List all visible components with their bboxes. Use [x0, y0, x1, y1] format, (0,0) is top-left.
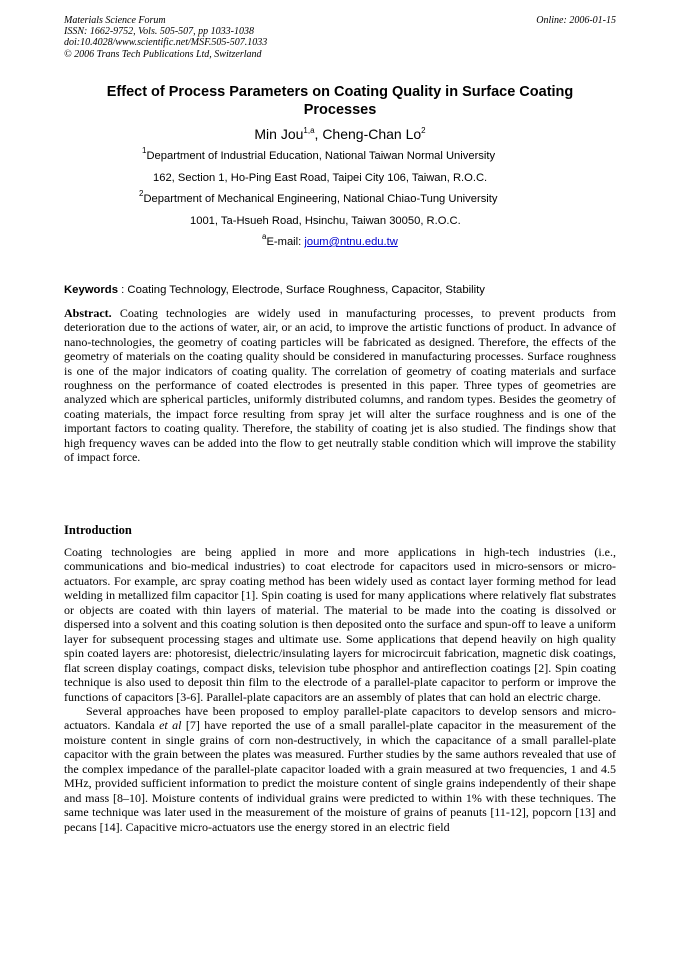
- affiliation-1-address: 162, Section 1, Ho-Ping East Road, Taipei City 106, Taiwan, R.O.C.: [153, 172, 488, 184]
- keywords-label: Keywords: [64, 284, 118, 296]
- author-separator: ,: [314, 126, 323, 142]
- email-link[interactable]: joum@ntnu.edu.tw: [304, 236, 398, 248]
- affiliation-2-department: Department of Mechanical Engineering, National Chiao-Tung University: [143, 193, 498, 205]
- email-superscript: a: [262, 232, 267, 241]
- introduction-heading: Introduction: [64, 523, 132, 537]
- introduction-body: [64, 545, 616, 834]
- contact-email-line: [262, 232, 398, 249]
- email-label: E-mail:: [266, 236, 305, 248]
- title-line-1: Effect of Process Parameters on Coating Quality in Surface Coating: [106, 84, 574, 100]
- keywords: [64, 283, 616, 297]
- affiliation-1-line-1: [142, 146, 496, 163]
- author-2-superscript: 2: [421, 126, 426, 135]
- paragraph-2-part-2: [7] have reported the use of a small parallel-plate capacitor in the measurement of the moisture content in single grains of corn non-destructively, in which the capacitance of a small parallel-plate capacitor with the grain between the plates was measured. Further studies by the same authors revealed that use of the complex impedance of the parallel-plate capacitor loaded with a grain measured at two frequencies, 1 and 4.5 MHz, provided sufficient information to predict the moisture content of single grains independently of their shape and mass [8–10]. Moisture contents of individual grains were predicted to within 1% with these techniques. The same technique was later used in the measurement of the moisture of grains of peanuts [11-12], popcorn [13] and pecans [14]. Capacitive micro-actuators use the energy stored in an electric field: [64, 718, 617, 834]
- abstract: [64, 306, 616, 464]
- affiliation-2-address: 1001, Ta-Hsueh Road, Hsinchu, Taiwan 30050, R.O.C.: [190, 215, 461, 227]
- abstract-label: Abstract.: [64, 306, 112, 320]
- journal-name: Materials Science Forum: [64, 15, 166, 26]
- author-list: [64, 125, 616, 143]
- affiliation-2-line-1: [139, 189, 498, 206]
- introduction-paragraph-1: Coating technologies are being applied in more and more applications in high-tech industries (i.e., communications and bio-medical industries) to coat electrode for capacitors used in micro-sensors or micro-actuators. For example, arc spray coating method has been widely used as contact layer forming method for lead welding in metallized film capacitor [1]. Spin coating is used for many applications where relatively flat substrates or objects are coated with thin layers of material. The material to be made into the coating is dissolved or dispersed into a solvent and this coating solution is then deposited onto the surface and spun-off to leave a uniform layer for subsequent processing stages and ultimate use. Some applications that depend heavily on high quality spin coated layers are: photoresist, dielectric/insulating layers for microcircuit fabrication, magnetic disk coatings, flat screen display coatings, compact disks, television tube phosphor and antireflection coatings [2]. Spin coating technique is also used to deposit thin film to the electrode of a parallel-plate capacitor to perform or improve the functions of capacitors [3-6]. Parallel-plate capacitors are an assembly of plates that can hold an electric charge.: [64, 545, 616, 704]
- issn-line: ISSN: 1662-9752, Vols. 505-507, pp 1033-1038: [64, 26, 254, 38]
- introduction-paragraph-2: [64, 704, 616, 834]
- online-date: Online: 2006-01-15: [536, 15, 616, 26]
- affiliation-2-superscript: 2: [139, 189, 144, 198]
- paper-title: [64, 83, 616, 119]
- abstract-text: Coating technologies are widely used in manufacturing processes, to prevent products from deterioration due to the actions of water, air, or an acid, to improve the artistic functions of product. In advance of nano-technologies, the geometry of coating particles will be fabricated as designed. Therefore, the effects of the geometry of materials on the coating quality should be considered in manufacturing processes. Surface roughness is one of the major indicators of coating quality. The correlation of geometry of coating materials and surface roughness on the performance of coated electrodes is presented in this paper. Three types of geometries are analyzed which are spherical particles, uniformly distributed columns, and random types. Besides the geometry of coating materials, the impact force resulting from spray jet will alter the surface roughness and is one of the important factors to coating quality. Therefore, the stability of coating jet is also studied. The findings show that high frequency waves can be added into the flow to get neutrally stable condition which will improve the stability of impact force.: [64, 306, 616, 465]
- keywords-separator: :: [118, 284, 128, 296]
- doi-line: doi:10.4028/www.scientific.net/MSF.505-507.1033: [64, 37, 268, 49]
- affiliation-1-superscript: 1: [142, 146, 147, 155]
- paragraph-2-part-1: Several approaches have been proposed to employ parallel-plate capacitors to develop sensors and micro-actuators. Kandala: [64, 703, 616, 733]
- paragraph-2-et-al: et al: [159, 718, 182, 733]
- title-line-2: Processes: [303, 102, 377, 118]
- author-2-name: Cheng-Chan Lo: [322, 126, 422, 142]
- affiliation-1-department: Department of Industrial Education, National Taiwan Normal University: [146, 150, 496, 162]
- keywords-text: Coating Technology, Electrode, Surface Roughness, Capacitor, Stability: [127, 284, 485, 296]
- copyright-line: © 2006 Trans Tech Publications Ltd, Switzerland: [64, 48, 262, 60]
- author-1-superscript: 1,a: [303, 126, 315, 135]
- author-1-name: Min Jou: [254, 126, 304, 142]
- journal-header: [64, 15, 616, 60]
